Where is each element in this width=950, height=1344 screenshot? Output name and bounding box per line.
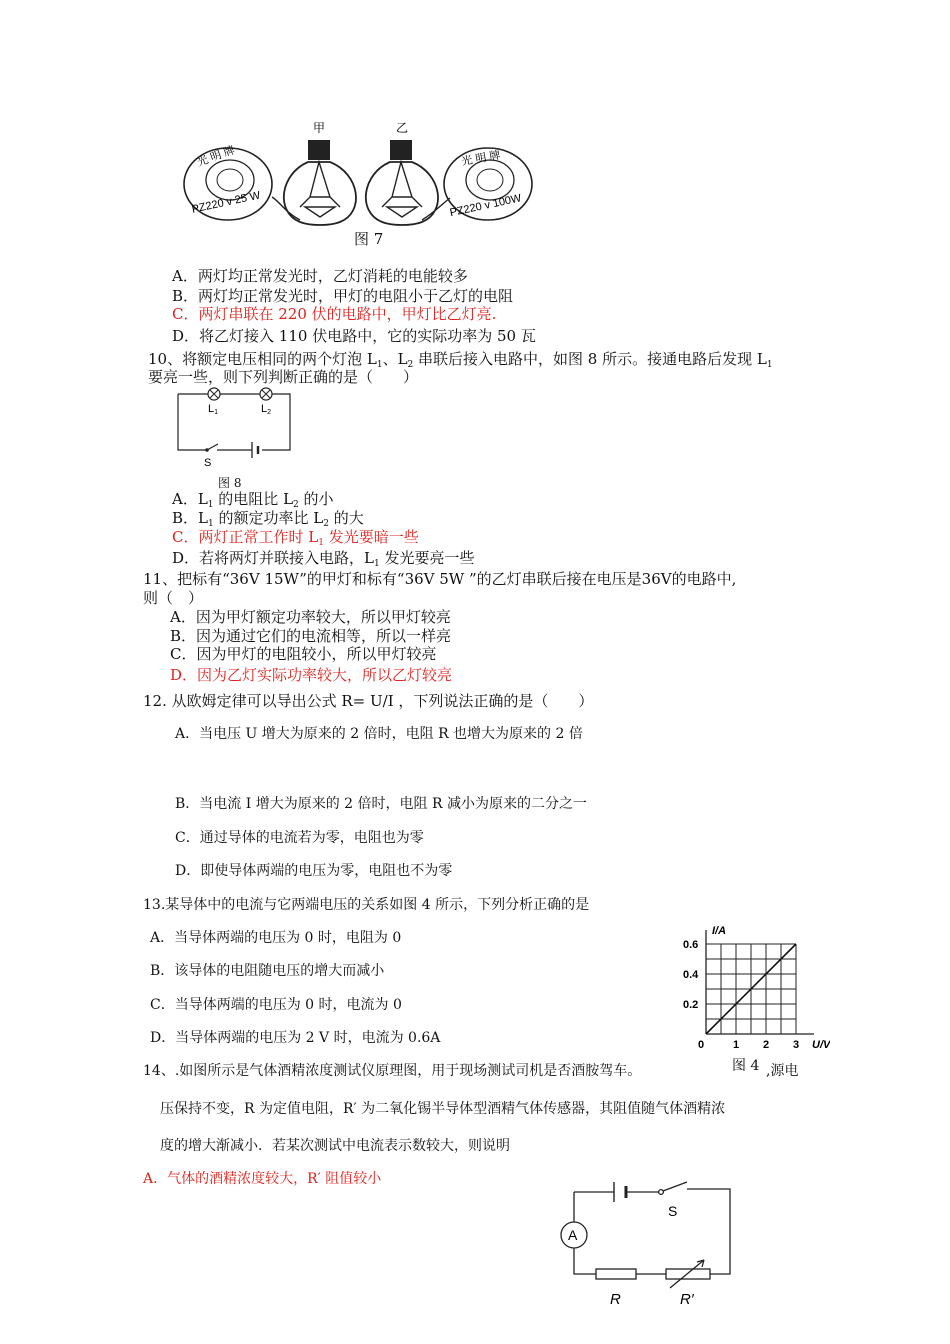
battery-icon xyxy=(252,442,258,458)
fig8-label-s: S xyxy=(204,457,212,469)
brand-text-right: 光 明 牌 xyxy=(460,149,502,169)
brand-text-left: 光 明 牌 xyxy=(195,144,237,169)
fig8-label-l1: L1 xyxy=(208,403,219,416)
figure-8-circuit xyxy=(172,384,297,484)
y-tick-label: 0.6 xyxy=(683,939,699,951)
q12-option-d: D．即使导体两端的电压为零，电阻也不为零 xyxy=(175,863,453,879)
resistor-r-icon xyxy=(596,1269,636,1279)
q10-option-b: B．$L_1$ 的额定功率比 $L_2$ 的大 xyxy=(172,509,364,529)
circuit-label-s: S xyxy=(668,1203,678,1219)
q13-option-d: D．当导体两端的电压为 2 V 时，电流为 0.6A xyxy=(150,1030,441,1046)
q9-option-c: C．两灯串联在 220 伏的电路中，甲灯比乙灯亮. xyxy=(172,305,497,323)
lamp-l1-icon xyxy=(208,388,220,400)
q14-stem-line3: 度的增大渐减小．若某次测试中电流表示数较大，则说明 xyxy=(160,1138,510,1154)
nameplate-left xyxy=(184,142,272,220)
q11-option-a: A．因为甲灯额定功率较大，所以甲灯较亮 xyxy=(170,608,451,626)
q11-stem-line1: 11、把标有“36V 15W”的甲灯和标有“36V 5W ”的乙灯串联后接在电压是36V的电路中, xyxy=(143,570,737,588)
label-yi: 乙 xyxy=(396,122,409,135)
q9-option-b: B．两灯均正常发光时，甲灯的电阻小于乙灯的电阻 xyxy=(172,287,514,305)
q10-option-d: D．若将两灯并联接入电路，$L_1$ 发光要亮一些 xyxy=(172,549,475,569)
q13-option-c: C．当导体两端的电压为 0 时，电流为 0 xyxy=(150,997,402,1013)
q13-option-a: A．当导体两端的电压为 0 时，电阻为 0 xyxy=(150,930,402,946)
q10-stem-line1: 10、将额定电压相同的两个灯泡 $L_1$、$L_2$ 串联后接入电路中，如图 8 所示。接通电路后发现 $L_1$ xyxy=(148,350,773,370)
y-axis-label: I/A xyxy=(712,925,727,937)
circuit-label-r-prime: R′ xyxy=(680,1291,694,1308)
q14-stem-line2: 压保持不变，R 为定值电阻，R′ 为二氧化锡半导体型酒精气体传感器，其阻值随气体酒精浓 xyxy=(160,1101,726,1117)
svg-text:A: A xyxy=(568,1227,578,1243)
figure-4-iu-chart xyxy=(680,922,830,1052)
nameplate-right xyxy=(444,147,532,220)
fig8-label-l2: L2 xyxy=(261,403,272,416)
battery-icon xyxy=(614,1182,626,1202)
y-tick-label: 0.4 xyxy=(683,969,699,981)
figure-8-caption: 图 8 xyxy=(218,476,242,490)
q11-option-b: B．因为通过它们的电流相等，所以一样亮 xyxy=(170,627,452,645)
q10-option-c: C．两灯正常工作时 $L_1$ 发光要暗一些 xyxy=(172,528,419,548)
q11-stem-line2: 则（ ） xyxy=(143,589,204,607)
q10-stem-line2: 要亮一些，则下列判断正确的是（ ） xyxy=(148,368,419,386)
x-tick-label: 1 xyxy=(733,1039,740,1051)
rating-text-right: PZ220 v 100W xyxy=(448,192,523,220)
rating-text-left: PZ220 v 25 W xyxy=(190,189,262,216)
sensor-resistor-icon xyxy=(666,1260,710,1288)
circuit-label-r: R xyxy=(610,1291,621,1308)
q10-option-a: A．$L_1$ 的电阻比 $L_2$ 的小 xyxy=(172,490,334,510)
figure-4-caption: 图 4 xyxy=(732,1058,760,1074)
switch-icon xyxy=(205,444,218,452)
q14-stem-line1-tail: ,源电 xyxy=(766,1063,799,1079)
alcohol-tester-circuit xyxy=(552,1180,752,1310)
q11-option-c: C．因为甲灯的电阻较小，所以甲灯较亮 xyxy=(170,645,437,663)
x-axis-label: U/V xyxy=(812,1039,830,1051)
switch-icon xyxy=(659,1182,687,1194)
y-tick-label: 0.2 xyxy=(683,999,699,1011)
q9-option-a: A．两灯均正常发光时，乙灯消耗的电能较多 xyxy=(172,267,468,285)
lamp-l2-icon xyxy=(260,388,272,400)
q12-stem: 12. 从欧姆定律可以导出公式 R= U/I ，下列说法正确的是（ ） xyxy=(143,692,594,710)
figure-7-caption: 图 7 xyxy=(354,230,384,248)
q12-option-c: C．通过导体的电流若为零，电阻也为零 xyxy=(175,830,424,846)
bulb-yi xyxy=(366,122,450,225)
q12-option-b: B．当电流 I 增大为原来的 2 倍时，电阻 R 减小为原来的二分之一 xyxy=(175,796,587,812)
bulb-jia xyxy=(272,122,356,225)
q11-option-d: D．因为乙灯实际功率较大，所以乙灯较亮 xyxy=(170,666,453,684)
q13-option-b: B．该导体的电阻随电压的增大而减小 xyxy=(150,963,385,979)
x-tick-label: 3 xyxy=(793,1039,800,1051)
x-tick-label: 2 xyxy=(763,1039,770,1051)
q9-option-d: D．将乙灯接入 110 伏电路中，它的实际功率为 50 瓦 xyxy=(172,327,536,345)
q14-stem-line1: 14、.如图所示是气体酒精浓度测试仪原理图，用于现场测试司机是否酒胺驾车。 xyxy=(143,1063,642,1079)
q12-option-a: A．当电压 U 增大为原来的 2 倍时，电阻 R 也增大为原来的 2 倍 xyxy=(175,726,583,742)
ammeter-icon xyxy=(561,1222,587,1248)
q14-option-a: A．气体的酒精浓度较大，R′ 阻值较小 xyxy=(143,1171,382,1187)
q13-stem: 13.某导体中的电流与它两端电压的关系如图 4 所示，下列分析正确的是 xyxy=(143,897,590,913)
x-tick-label: 0 xyxy=(698,1039,705,1051)
label-jia: 甲 xyxy=(313,122,326,135)
figure-7-bulbs xyxy=(180,122,540,232)
